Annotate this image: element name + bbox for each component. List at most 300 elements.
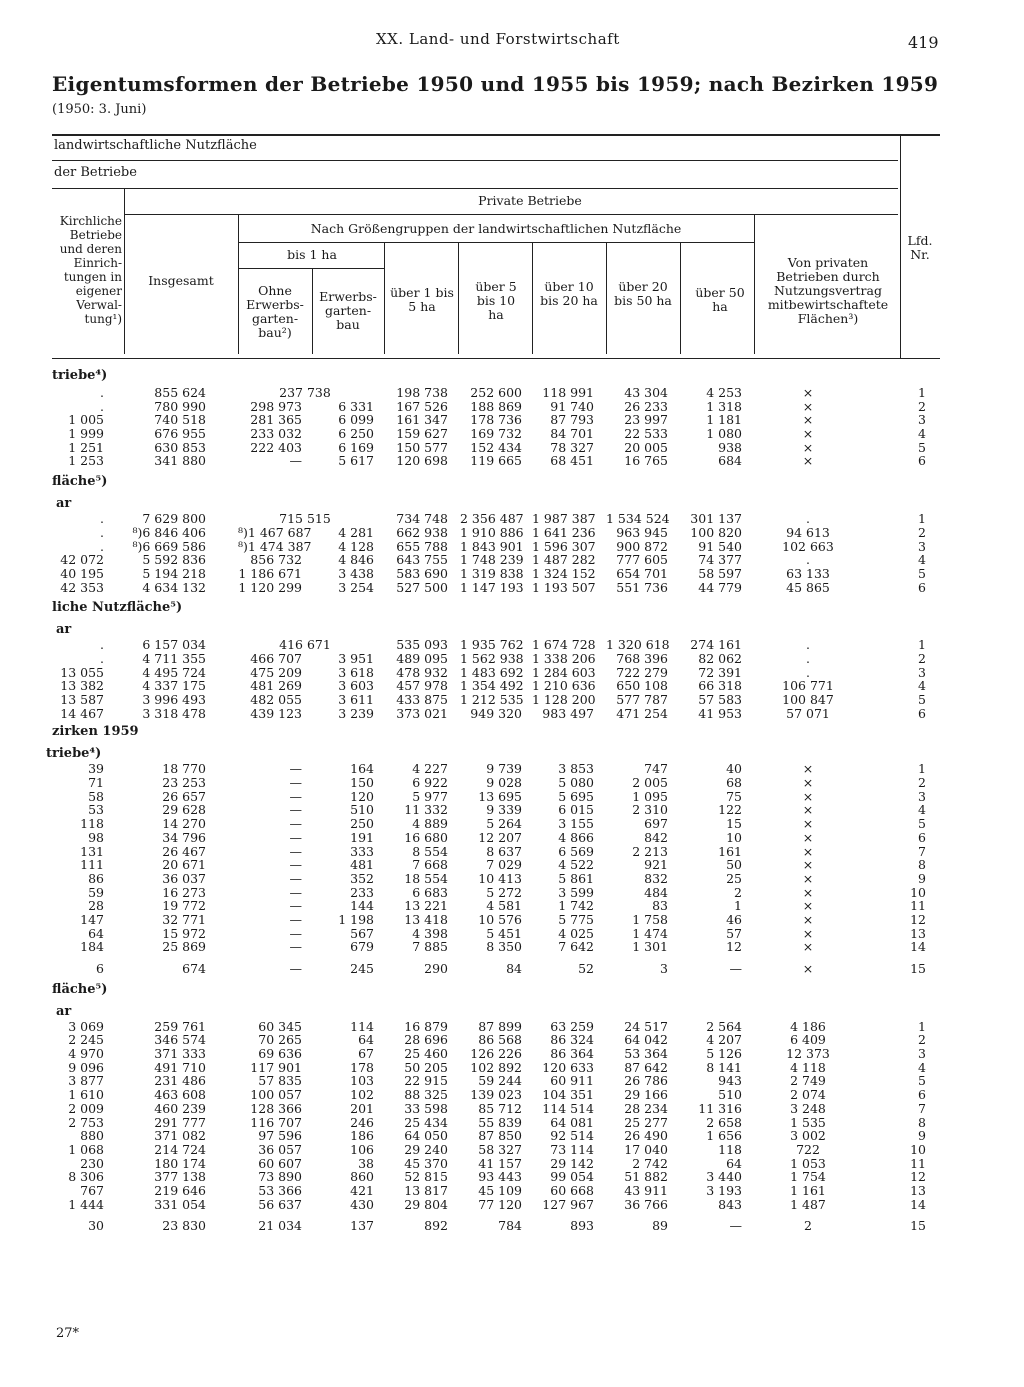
cell-g3: 29 142 (550, 1155, 594, 1171)
cell-merged-bis1ha: 416 671 (279, 637, 331, 653)
table-row (0, 1033, 1024, 1047)
table-row (0, 1143, 1024, 1157)
cell-k: 39 (88, 761, 104, 777)
cell-g3: 60 668 (550, 1182, 594, 1198)
cell-g3: 1 324 152 (532, 565, 596, 581)
cell-ins: 855 624 (154, 385, 206, 400)
cell-v: × (802, 453, 814, 469)
cell-g3: 86 364 (550, 1046, 594, 1062)
cell-n: 3 (918, 412, 926, 428)
cell-g1: 29 240 (404, 1141, 448, 1157)
cell-k: 98 (88, 829, 104, 845)
cell-k: 58 (88, 788, 104, 804)
running-head: XX. Land- und Forstwirtschaft (376, 30, 620, 48)
rule-v (312, 268, 313, 354)
cell-v: 94 613 (786, 524, 830, 540)
cell-k: 40 195 (60, 565, 104, 581)
table-row (0, 581, 1024, 595)
cell-g5: — (729, 1218, 742, 1234)
cell-e: 481 (350, 857, 374, 873)
cell-g5: 3 193 (706, 1182, 742, 1198)
cell-g5: 3 440 (706, 1169, 742, 1185)
table-row (0, 526, 1024, 540)
cell-e: 5 617 (338, 453, 374, 469)
cell-g2: 9 339 (486, 802, 522, 818)
cell-k: 131 (80, 843, 104, 859)
cell-k: 184 (80, 939, 104, 955)
cell-g2: 45 109 (478, 1182, 522, 1198)
table-row (0, 1170, 1024, 1184)
cell-o: — (289, 961, 302, 976)
cell-k: 3 069 (68, 1018, 104, 1034)
table-row (0, 1157, 1024, 1171)
cell-e: 144 (350, 898, 374, 914)
table-row (0, 693, 1024, 707)
header-vertrag: Von privaten Betrieben durch Nutzungsvertrag mitbewirtschaftete Flächen³) (767, 255, 889, 326)
cell-g3: 1 338 206 (532, 650, 596, 666)
cell-g3: 3 853 (558, 761, 594, 777)
cell-g4: 43 911 (624, 1182, 668, 1198)
cell-g3: 118 991 (542, 385, 594, 400)
table-row (0, 400, 1024, 414)
cell-v: × (802, 870, 814, 886)
cell-v: 1 535 (790, 1114, 826, 1130)
cell-g1: 64 050 (404, 1128, 448, 1144)
cell-g5: 44 779 (698, 579, 742, 595)
cell-e: 191 (350, 829, 374, 845)
header-g2: über 5 bis 10 ha (475, 279, 517, 322)
cell-g4: 777 605 (616, 552, 668, 568)
cell-n: 5 (918, 439, 926, 455)
cell-n: 14 (910, 1196, 926, 1212)
cell-g1: 13 221 (404, 898, 448, 914)
cell-e: 4 846 (338, 552, 374, 568)
header-kirchliche: Kirchliche Betriebe und deren Einrich-tungen in eigener Verwal-tung¹) (59, 214, 122, 326)
cell-ins: 219 646 (154, 1182, 206, 1198)
rule-v (900, 134, 901, 358)
cell-n: 8 (918, 1114, 926, 1130)
cell-g3: 1 128 200 (532, 692, 596, 707)
cell-n: 3 (918, 538, 926, 554)
cell-g2: 8 350 (486, 939, 522, 955)
cell-v: × (802, 884, 814, 900)
cell-e: 3 603 (338, 678, 374, 694)
cell-g1: 16 879 (404, 1018, 448, 1034)
cell-merged-bis1ha: 237 738 (279, 385, 331, 400)
cell-v: × (802, 843, 814, 859)
cell-o: — (289, 802, 302, 818)
cell-k: 230 (80, 1155, 104, 1171)
cell-n: 1 (918, 511, 926, 527)
cell-ins: 180 174 (154, 1155, 206, 1171)
cell-g1: 28 696 (404, 1032, 448, 1048)
cell-ins: ⁸)6 846 406 (132, 524, 206, 540)
cell-g4: 26 786 (624, 1073, 668, 1089)
cell-g4: 26 233 (624, 398, 668, 414)
cell-o: — (289, 816, 302, 832)
cell-e: 201 (350, 1100, 374, 1116)
cell-g4: 83 (652, 898, 668, 914)
cell-g1: 45 370 (404, 1155, 448, 1171)
cell-n: 5 (918, 692, 926, 707)
cell-k: 2 009 (68, 1100, 104, 1116)
cell-k: 1 610 (68, 1087, 104, 1103)
cell-n: 4 (918, 1059, 926, 1075)
cell-g4: 2 005 (632, 775, 668, 791)
cell-e: 3 239 (338, 705, 374, 721)
cell-o: — (289, 857, 302, 873)
cell-k: . (100, 650, 104, 666)
cell-k: 1 068 (68, 1141, 104, 1157)
cell-g5: 41 953 (698, 705, 742, 721)
cell-v: × (802, 816, 814, 832)
cell-k: . (100, 511, 104, 527)
cell-ins: 3 996 493 (142, 692, 206, 707)
cell-g3: 1 742 (558, 898, 594, 914)
cell-ins: 331 054 (154, 1196, 206, 1212)
cell-g5: 2 (734, 884, 742, 900)
cell-ins: 23 830 (162, 1218, 206, 1234)
cell-g4: 28 234 (624, 1100, 668, 1116)
cell-e: 421 (350, 1182, 374, 1198)
cell-g2: 87 850 (478, 1128, 522, 1144)
table-row (0, 1219, 1024, 1233)
cell-k: 8 306 (68, 1169, 104, 1185)
cell-o: 222 403 (250, 439, 302, 455)
cell-g4: 832 (644, 870, 668, 886)
table-row (0, 962, 1024, 976)
cell-g2: 1 354 492 (460, 678, 524, 694)
rule (238, 242, 754, 243)
cell-v: 45 865 (786, 579, 830, 595)
table-row (0, 1184, 1024, 1198)
cell-ins: 231 486 (154, 1073, 206, 1089)
cell-v: 2 074 (790, 1087, 826, 1103)
cell-n: 6 (918, 453, 926, 469)
cell-g1: 583 690 (396, 565, 448, 581)
table-row (0, 1047, 1024, 1061)
cell-ins: 14 270 (162, 816, 206, 832)
table-row (0, 831, 1024, 845)
cell-g4: 43 304 (624, 385, 668, 400)
cell-g5: 301 137 (690, 511, 742, 527)
header-groessen: Nach Größengruppen der landwirtschaftlichen Nutzfläche (310, 221, 682, 236)
cell-v: . (806, 552, 810, 568)
cell-g4: 654 701 (616, 565, 668, 581)
table-row (0, 454, 1024, 468)
cell-k: 13 587 (60, 692, 104, 707)
cell-g2: 1 562 938 (460, 650, 524, 666)
cell-g4: 1 320 618 (606, 637, 670, 653)
cell-g1: 120 698 (396, 453, 448, 469)
cell-g3: 6 015 (558, 802, 594, 818)
cell-ins: 3 318 478 (142, 705, 206, 721)
cell-g4: 22 533 (624, 426, 668, 442)
cell-ins: 630 853 (154, 439, 206, 455)
cell-v: . (806, 511, 810, 527)
cell-e: 3 254 (338, 579, 374, 595)
cell-n: 9 (918, 1128, 926, 1144)
rule-v (606, 242, 607, 354)
cell-g3: 68 451 (550, 453, 594, 469)
cell-g2: 126 226 (470, 1046, 522, 1062)
cell-v: 12 373 (786, 1046, 830, 1062)
cell-g4: 64 042 (624, 1032, 668, 1048)
cell-g4: 650 108 (616, 678, 668, 694)
section-title: fläche⁵) (52, 474, 108, 490)
cell-g4: 747 (644, 761, 668, 777)
cell-e: 178 (350, 1059, 374, 1075)
cell-g2: 10 413 (478, 870, 522, 886)
cell-e: 137 (350, 1218, 374, 1234)
section-label (0, 600, 1024, 618)
cell-g4: 2 742 (632, 1155, 668, 1171)
table-row (0, 540, 1024, 554)
cell-o: 233 032 (250, 426, 302, 442)
table-row (0, 413, 1024, 427)
cell-ins: 460 239 (154, 1100, 206, 1116)
cell-e: 567 (350, 925, 374, 941)
cell-ins: 291 777 (154, 1114, 206, 1130)
cell-k: 30 (88, 1218, 104, 1234)
cell-g3: 3 599 (558, 884, 594, 900)
cell-ins: 463 608 (154, 1087, 206, 1103)
cell-ins: 214 724 (154, 1141, 206, 1157)
cell-n: 2 (918, 775, 926, 791)
cell-v: × (802, 898, 814, 914)
cell-e: 233 (350, 884, 374, 900)
cell-g3: 6 569 (558, 843, 594, 859)
cell-e: 1 198 (338, 911, 374, 927)
cell-g5: 82 062 (698, 650, 742, 666)
cell-e: 120 (350, 788, 374, 804)
cell-g1: 25 434 (404, 1114, 448, 1130)
table-section (0, 982, 1024, 1233)
cell-e: 3 611 (338, 692, 374, 707)
header-betriebe: der Betriebe (54, 165, 137, 180)
rule (124, 214, 898, 215)
cell-g2: 13 695 (478, 788, 522, 804)
cell-g3: 893 (570, 1218, 594, 1234)
cell-n: 11 (910, 898, 926, 914)
cell-e: 102 (350, 1087, 374, 1103)
header-g3: über 10 bis 20 ha (540, 279, 598, 308)
cell-g3: 91 740 (550, 398, 594, 414)
cell-o: 97 596 (258, 1128, 302, 1144)
table-row (0, 1088, 1024, 1102)
section-title: zirken 1959 (52, 724, 139, 740)
cell-g2: 152 434 (470, 439, 522, 455)
cell-g1: 159 627 (396, 426, 448, 442)
cell-ins: 676 955 (154, 426, 206, 442)
cell-g5: 122 (718, 802, 742, 818)
section-title: liche Nutzfläche⁵) (52, 600, 183, 616)
cell-ins: 674 (182, 961, 206, 976)
cell-g4: 24 517 (624, 1018, 668, 1034)
header-insgesamt: Insgesamt (148, 273, 214, 288)
cell-g1: 29 804 (404, 1196, 448, 1212)
cell-k: . (100, 538, 104, 554)
cell-k: 53 (88, 802, 104, 818)
cell-v: × (802, 788, 814, 804)
cell-o: 466 707 (250, 650, 302, 666)
cell-ins: 371 333 (154, 1046, 206, 1062)
rule-top (52, 134, 940, 136)
cell-g1: 4 398 (412, 925, 448, 941)
cell-e: 6 331 (338, 398, 374, 414)
cell-o: 70 265 (258, 1032, 302, 1048)
cell-g5: 68 (726, 775, 742, 791)
cell-g2: 5 264 (486, 816, 522, 832)
cell-g2: 949 320 (470, 705, 522, 721)
cell-k: 13 382 (60, 678, 104, 694)
cell-n: 7 (918, 1100, 926, 1116)
cell-o: — (289, 788, 302, 804)
cell-o: 281 365 (250, 412, 302, 428)
table-row (0, 1102, 1024, 1116)
cell-g1: 167 526 (396, 398, 448, 414)
cell-v: 3 002 (790, 1128, 826, 1144)
cell-g1: 478 932 (396, 664, 448, 680)
cell-g3: 5 695 (558, 788, 594, 804)
table-row (0, 386, 1024, 400)
cell-k: . (100, 524, 104, 540)
header-private: Private Betriebe (478, 193, 582, 208)
header-g5: über 50 ha (695, 285, 745, 314)
cell-g1: 535 093 (396, 637, 448, 653)
cell-g1: 18 554 (404, 870, 448, 886)
cell-ins: 6 157 034 (142, 637, 206, 653)
cell-ins: 4 711 355 (142, 650, 206, 666)
cell-g4: 2 213 (632, 843, 668, 859)
cell-e: 3 951 (338, 650, 374, 666)
cell-ins: 259 761 (154, 1018, 206, 1034)
cell-g5: 4 253 (706, 385, 742, 400)
cell-g1: 13 817 (404, 1182, 448, 1198)
cell-n: 2 (918, 524, 926, 540)
cell-g2: 139 023 (470, 1087, 522, 1103)
cell-g3: 78 327 (550, 439, 594, 455)
cell-ins: 4 495 724 (142, 664, 206, 680)
cell-merged-bis1ha: 715 515 (279, 511, 331, 527)
cell-g5: 684 (718, 453, 742, 469)
cell-g2: 55 839 (478, 1114, 522, 1130)
cell-e: 3 438 (338, 565, 374, 581)
cell-g2: 5 451 (486, 925, 522, 941)
cell-v: 1 161 (790, 1182, 826, 1198)
cell-g3: 7 642 (558, 939, 594, 955)
cell-g1: 22 915 (404, 1073, 448, 1089)
cell-o: 73 890 (258, 1169, 302, 1185)
section-title: fläche⁵) (52, 981, 108, 997)
cell-g4: 25 277 (624, 1114, 668, 1130)
cell-g3: 99 054 (550, 1169, 594, 1185)
cell-n: 15 (910, 961, 926, 976)
cell-g3: 5 775 (558, 911, 594, 927)
cell-g3: 86 324 (550, 1032, 594, 1048)
cell-n: 3 (918, 664, 926, 680)
page-title: Eigentumsformen der Betriebe 1950 und 1955 bis 1959; nach Bezirken 1959 (52, 72, 939, 96)
cell-n: 1 (918, 385, 926, 400)
cell-g4: 17 040 (624, 1141, 668, 1157)
cell-g5: 4 207 (706, 1032, 742, 1048)
cell-k: 59 (88, 884, 104, 900)
table-row (0, 790, 1024, 804)
cell-n: 1 (918, 1018, 926, 1034)
header-ohne: Ohne Erwerbs-garten-bau²) (246, 283, 304, 340)
cell-n: 7 (918, 843, 926, 859)
cell-v: 4 186 (790, 1018, 826, 1034)
cell-e: 4 281 (338, 524, 374, 540)
cell-v: 1 754 (790, 1169, 826, 1185)
cell-g5: 11 316 (698, 1100, 742, 1116)
cell-g1: 655 788 (396, 538, 448, 554)
cell-o: — (289, 870, 302, 886)
cell-g5: 1 (734, 898, 742, 914)
table-row (0, 803, 1024, 817)
cell-k: 42 072 (60, 552, 104, 568)
cell-o: 60 345 (258, 1018, 302, 1034)
table-row (0, 886, 1024, 900)
cell-g1: 13 418 (404, 911, 448, 927)
cell-g4: 900 872 (616, 538, 668, 554)
cell-g3: 4 025 (558, 925, 594, 941)
cell-e: 186 (350, 1128, 374, 1144)
cell-o: 128 366 (250, 1100, 302, 1116)
cell-g2: 77 120 (478, 1196, 522, 1212)
cell-k: 118 (80, 816, 104, 832)
cell-g4: 20 005 (624, 439, 668, 455)
cell-g3: 4 866 (558, 829, 594, 845)
section-label (0, 982, 1024, 1000)
cell-g3: 5 080 (558, 775, 594, 791)
cell-g5: 64 (726, 1155, 742, 1171)
cell-g3: 1 596 307 (532, 538, 596, 554)
cell-g4: 768 396 (616, 650, 668, 666)
cell-k: 3 877 (68, 1073, 104, 1089)
cell-ins: ⁸)6 669 586 (132, 538, 206, 554)
rule (52, 160, 898, 161)
cell-n: 5 (918, 816, 926, 832)
cell-ins: 34 796 (162, 829, 206, 845)
cell-e: 510 (350, 802, 374, 818)
cell-o: 60 607 (258, 1155, 302, 1171)
cell-o: 482 055 (250, 692, 302, 707)
cell-v: 2 749 (790, 1073, 826, 1089)
cell-g1: 16 680 (404, 829, 448, 845)
cell-v: 722 (796, 1141, 820, 1157)
cell-g1: 489 095 (396, 650, 448, 666)
cell-g1: 33 598 (404, 1100, 448, 1116)
cell-g4: 36 766 (624, 1196, 668, 1212)
cell-k: 111 (80, 857, 104, 873)
cell-o: — (289, 939, 302, 955)
cell-g2: 1 483 692 (460, 664, 524, 680)
cell-v: × (802, 802, 814, 818)
cell-v: 4 118 (790, 1059, 826, 1075)
cell-g5: 75 (726, 788, 742, 804)
cell-ins: 23 253 (162, 775, 206, 791)
cell-g4: 29 166 (624, 1087, 668, 1103)
cell-g2: 9 028 (486, 775, 522, 791)
rule-v (238, 214, 239, 354)
cell-g5: 40 (726, 761, 742, 777)
cell-g1: 88 325 (404, 1087, 448, 1103)
cell-g5: 943 (718, 1073, 742, 1089)
cell-g1: 4 889 (412, 816, 448, 832)
cell-g1: 50 205 (404, 1059, 448, 1075)
cell-g4: 51 882 (624, 1169, 668, 1185)
